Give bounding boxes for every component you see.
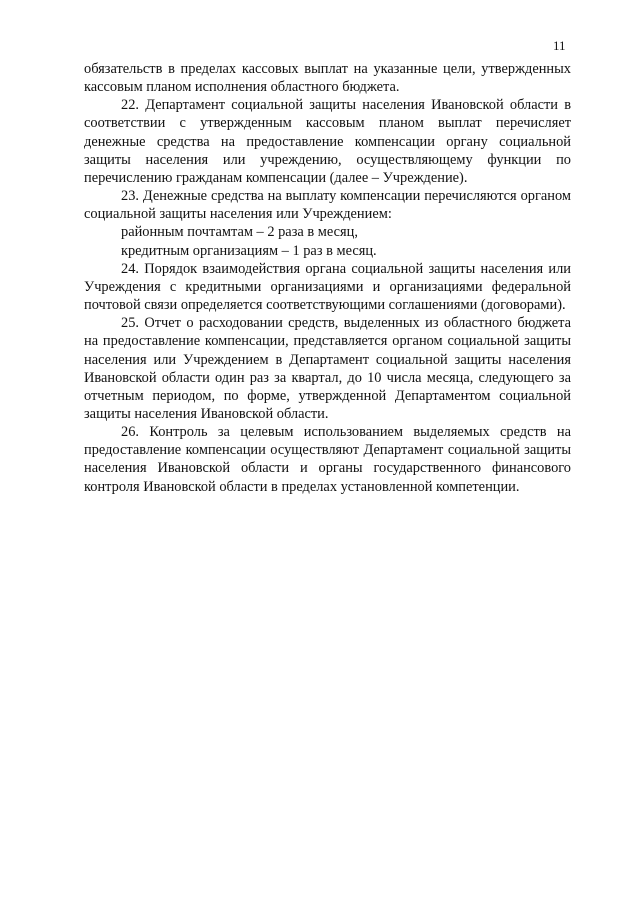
paragraph-23-item-credit-organizations: кредитным организациям – 1 раз в месяц.: [121, 242, 377, 259]
paragraph-26: 26. Контроль за целевым использованием выделяемых средств на предоставление компенсации осуществляют Департамент социальной защиты населения Ивановской области и органы государственного финансового контроля Ивановской области в пределах установленной компетенции.: [84, 424, 571, 495]
paragraph-24: 24. Порядок взаимодействия органа социальной защиты населения или Учреждения с кредитными организациями и организациями федеральной почтовой связи определяется соответствующими соглашениями (договорами).: [84, 260, 571, 314]
document-body: [84, 60, 571, 496]
paragraph-25: 25. Отчет о расходовании средств, выделенных из областного бюджета на предоставление компенсации, представляется органом социальной защиты населения или Учреждением в Департамент социальной защиты населения Ивановской области один раз за квартал, до 10 числа месяца, следующего за отчетным периодом, по форме, утвержденной Департаментом социальной защиты населения Ивановской области.: [84, 315, 571, 422]
paragraph-continuation: обязательств в пределах кассовых выплат на указанные цели, утвержденных кассовым планом исполнения областного бюджета.: [84, 61, 571, 96]
page-number: 11: [553, 38, 566, 53]
paragraph-23-item-post-offices: районным почтамтам – 2 раза в месяц,: [121, 224, 358, 241]
paragraph-22: 22. Департамент социальной защиты населения Ивановской области в соответствии с утвержденным кассовым планом выплат перечисляет денежные средства на предоставление компенсации органу социальной защиты населения или учреждению, осуществляющему функции по перечислению гражданам компенсации (далее – Учреждение).: [84, 97, 571, 186]
paragraph-23: 23. Денежные средства на выплату компенсации перечисляются органом социальной защиты населения или Учреждением:: [84, 188, 571, 223]
